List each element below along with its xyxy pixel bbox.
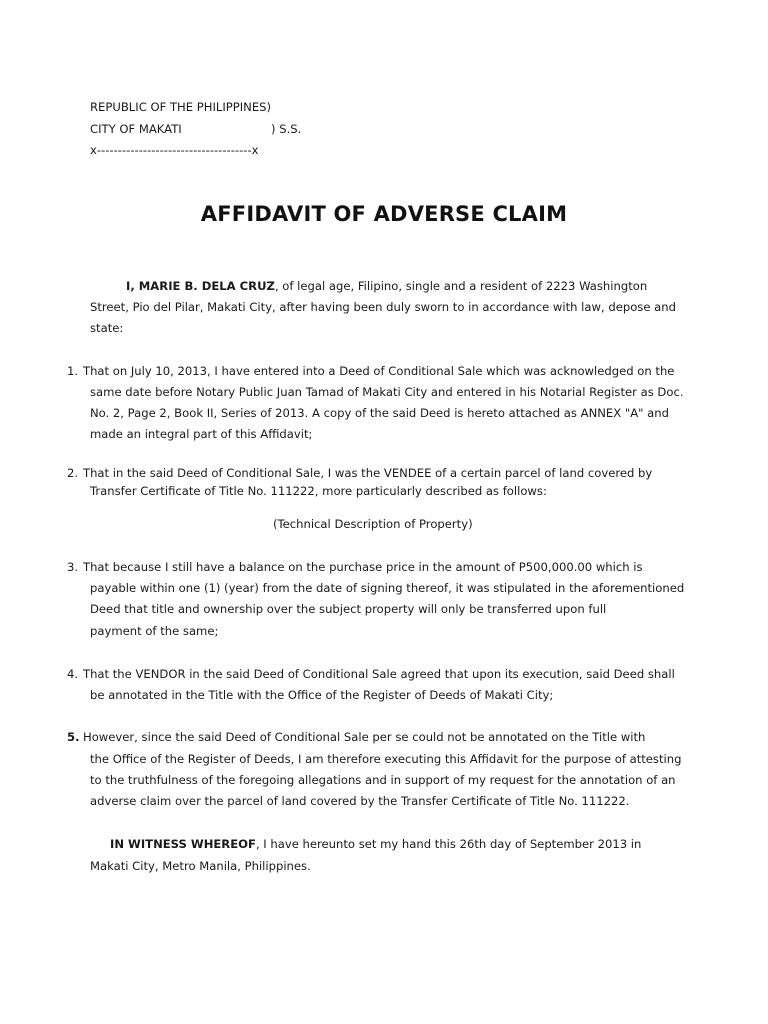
- item-5-line: to the truthfulness of the foregoing allegations and in support of my request for the annotation of an: [90, 773, 676, 787]
- item-3-line: Deed that title and ownership over the subject property will only be transferred upon full: [90, 602, 607, 616]
- item-1-number: 1.: [67, 364, 79, 378]
- technical-description: (Technical Description of Property): [273, 517, 473, 531]
- item-5-number: 5.: [67, 730, 80, 744]
- item-5-line: adverse claim over the parcel of land covered by the Transfer Certificate of Title No. 111222.: [90, 794, 630, 808]
- item-2-line: That in the said Deed of Conditional Sale, I was the VENDEE of a certain parcel of land covered by: [83, 466, 653, 480]
- intro-line-3: state:: [90, 321, 124, 335]
- intro-line-2: Street, Pio del Pilar, Makati City, after having been duly sworn to in accordance with law, depose and: [90, 300, 676, 314]
- venue-republic: REPUBLIC OF THE PHILIPPINES): [90, 100, 272, 114]
- item-5-line: However, since the said Deed of Conditional Sale per se could not be annotated on the Title with: [83, 730, 646, 744]
- item-1-line: That on July 10, 2013, I have entered into a Deed of Conditional Sale which was acknowledged on the: [83, 364, 675, 378]
- item-2-number: 2.: [67, 466, 79, 480]
- affiant-name: I, MARIE B. DELA CRUZ: [126, 279, 275, 293]
- venue-separator: x-------------------------------------x: [90, 143, 259, 157]
- document-title: AFFIDAVIT OF ADVERSE CLAIM: [200, 202, 568, 226]
- item-4-line: That the VENDOR in the said Deed of Conditional Sale agreed that upon its execution, said Deed shall: [83, 667, 675, 681]
- item-2-line: Transfer Certificate of Title No. 111222, more particularly described as follows:: [90, 484, 547, 498]
- item-3-line: That because I still have a balance on the purchase price in the amount of P500,000.00 which is: [83, 560, 643, 574]
- item-5-line: the Office of the Register of Deeds, I am therefore executing this Affidavit for the purpose of attesting: [90, 752, 682, 766]
- witness-line-2: Makati City, Metro Manila, Philippines.: [90, 859, 311, 873]
- item-3-line: payment of the same;: [90, 624, 219, 638]
- item-1-line: same date before Notary Public Juan Tamad of Makati City and entered in his Notarial Register as Doc.: [90, 385, 684, 399]
- item-1-line: made an integral part of this Affidavit;: [90, 427, 313, 441]
- item-1-line: No. 2, Page 2, Book II, Series of 2013. A copy of the said Deed is hereto attached as ANNEX "A" and: [90, 406, 669, 420]
- item-4-line: be annotated in the Title with the Office of the Register of Deeds of Makati City;: [90, 688, 554, 702]
- witness-lead: IN WITNESS WHEREOF: [110, 837, 256, 851]
- item-3-line: payable within one (1) (year) from the date of signing thereof, it was stipulated in the aforementioned: [90, 581, 685, 595]
- venue-ss: ) S.S.: [271, 122, 302, 136]
- venue-city: CITY OF MAKATI: [90, 122, 182, 136]
- intro-line-1: I, MARIE B. DELA CRUZ, of legal age, Filipino, single and a resident of 2223 Washington: [126, 279, 648, 293]
- item-3-number: 3.: [67, 560, 79, 574]
- witness-line-1: IN WITNESS WHEREOF, I have hereunto set my hand this 26th day of September 2013 in: [110, 837, 642, 851]
- item-4-number: 4.: [67, 667, 79, 681]
